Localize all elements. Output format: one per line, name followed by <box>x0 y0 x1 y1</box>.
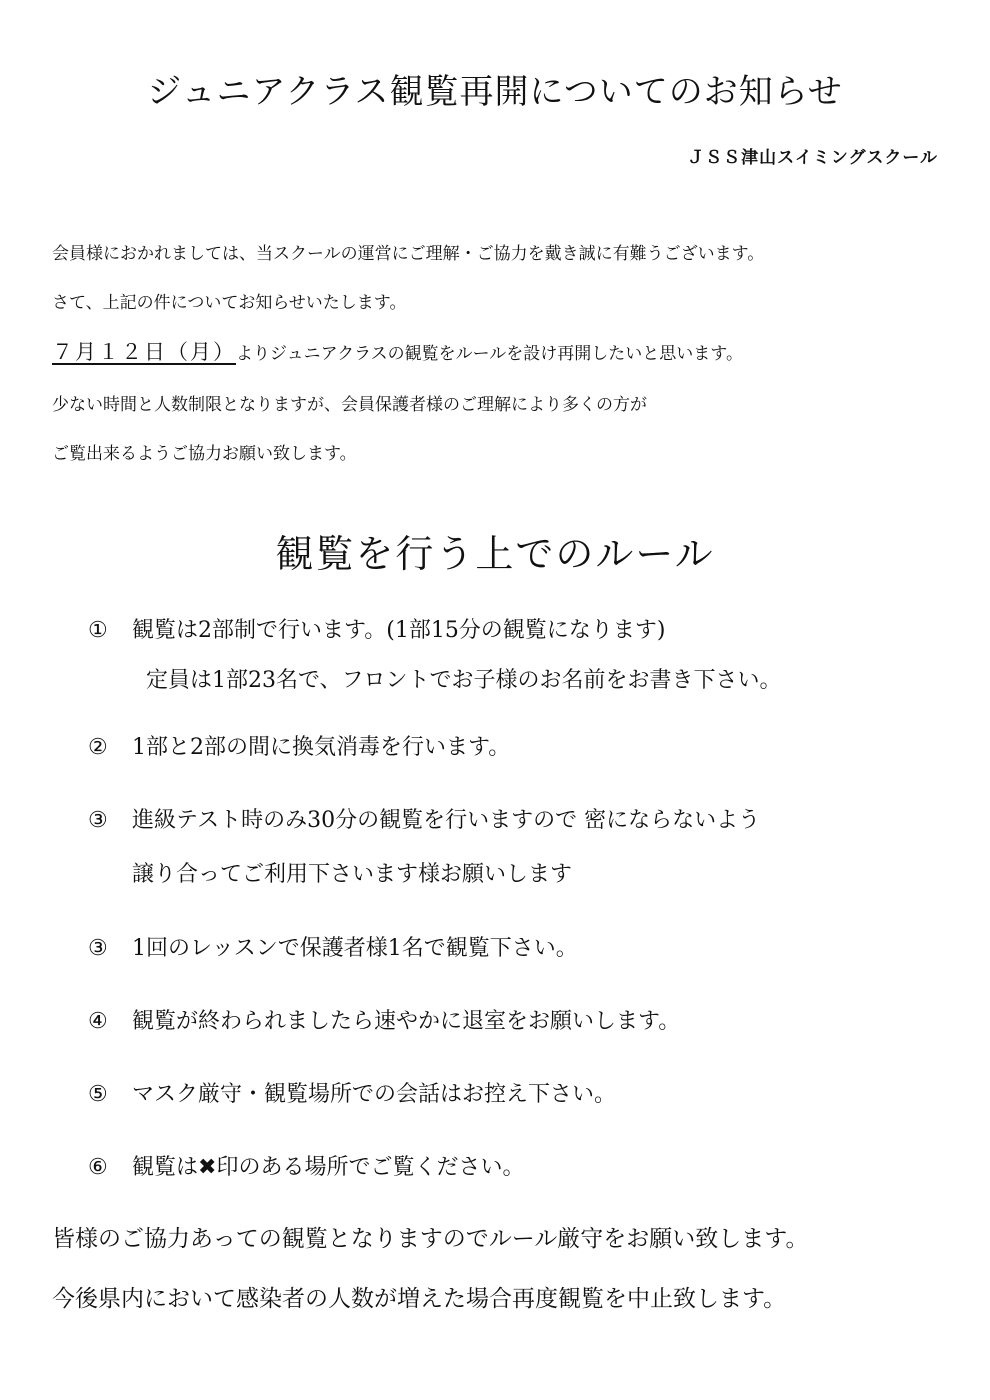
organization-name: ＪＳＳ津山スイミングスクール <box>687 148 938 168</box>
rule-item <box>88 1153 524 1183</box>
rule-number: ② <box>88 735 108 760</box>
rule-item <box>88 1080 616 1110</box>
closing-line-1: 皆様のご協力あっての観覧となりますのでルール厳守をお願い致します。 <box>52 1226 809 1252</box>
cross-mark-icon: ✖ <box>198 1155 217 1180</box>
rule-item <box>88 1007 680 1037</box>
rule-text-after: 印のある場所でご覧ください。 <box>216 1155 525 1180</box>
rule-sub-text: 定員は1部23名で、フロントでお子様のお名前をお書き下さい。 <box>146 668 782 693</box>
rule-text: 観覧は2部制で行います。(1部15分の観覧になります) <box>132 618 666 643</box>
intro-line-1: 会員様におかれましては、当スクールの運営にご理解・ご協力を戴き誠に有難うございます。 <box>52 244 765 264</box>
page-title: ジュニアクラス観覧再開についてのお知らせ <box>147 72 843 112</box>
rule-number: ④ <box>88 1009 108 1034</box>
rule-text: マスク厳守・観覧場所での会話はお控え下さい。 <box>132 1082 617 1107</box>
rule-text: 1回のレッスンで保護者様1名で観覧下さい。 <box>132 936 578 961</box>
rule-text-before: 観覧は <box>132 1155 199 1180</box>
reopen-date: ７月１２日（月） <box>52 340 236 364</box>
rule-number: ③ <box>88 936 108 961</box>
intro-line-2: さて、上記の件についてお知らせいたします。 <box>52 293 407 313</box>
rule-continuation: 譲り合ってご利用下さいます様お願いします <box>132 862 573 887</box>
closing-line-2: 今後県内において感染者の人数が増えた場合再度観覧を中止致します。 <box>52 1286 787 1312</box>
rule-item <box>88 616 665 646</box>
rule-number: ③ <box>88 808 108 833</box>
intro-line-3-rest: よりジュニアクラスの観覧をルールを設け再開したいと思います。 <box>236 344 743 364</box>
rules-title: 観覧を行う上でのルール <box>275 532 715 576</box>
intro-line-4: 少ない時間と人数制限となりますが、会員保護者様のご理解により多くの方が <box>52 395 647 415</box>
rule-number: ① <box>88 618 108 643</box>
rule-item <box>88 733 510 763</box>
intro-line-3 <box>52 340 743 366</box>
rule-text: 観覧が終わられましたら速やかに退室をお願いします。 <box>132 1009 681 1034</box>
rule-item <box>88 806 760 836</box>
rule-text: 1部と2部の間に換気消毒を行います。 <box>132 735 511 760</box>
rule-text: 進級テスト時のみ30分の観覧を行いますので 密にならないよう <box>132 808 761 833</box>
intro-line-5: ご覧出来るようご協力お願い致します。 <box>52 444 357 464</box>
rule-item <box>88 934 578 964</box>
rule-number: ⑥ <box>88 1155 108 1180</box>
rule-number: ⑤ <box>88 1082 108 1107</box>
